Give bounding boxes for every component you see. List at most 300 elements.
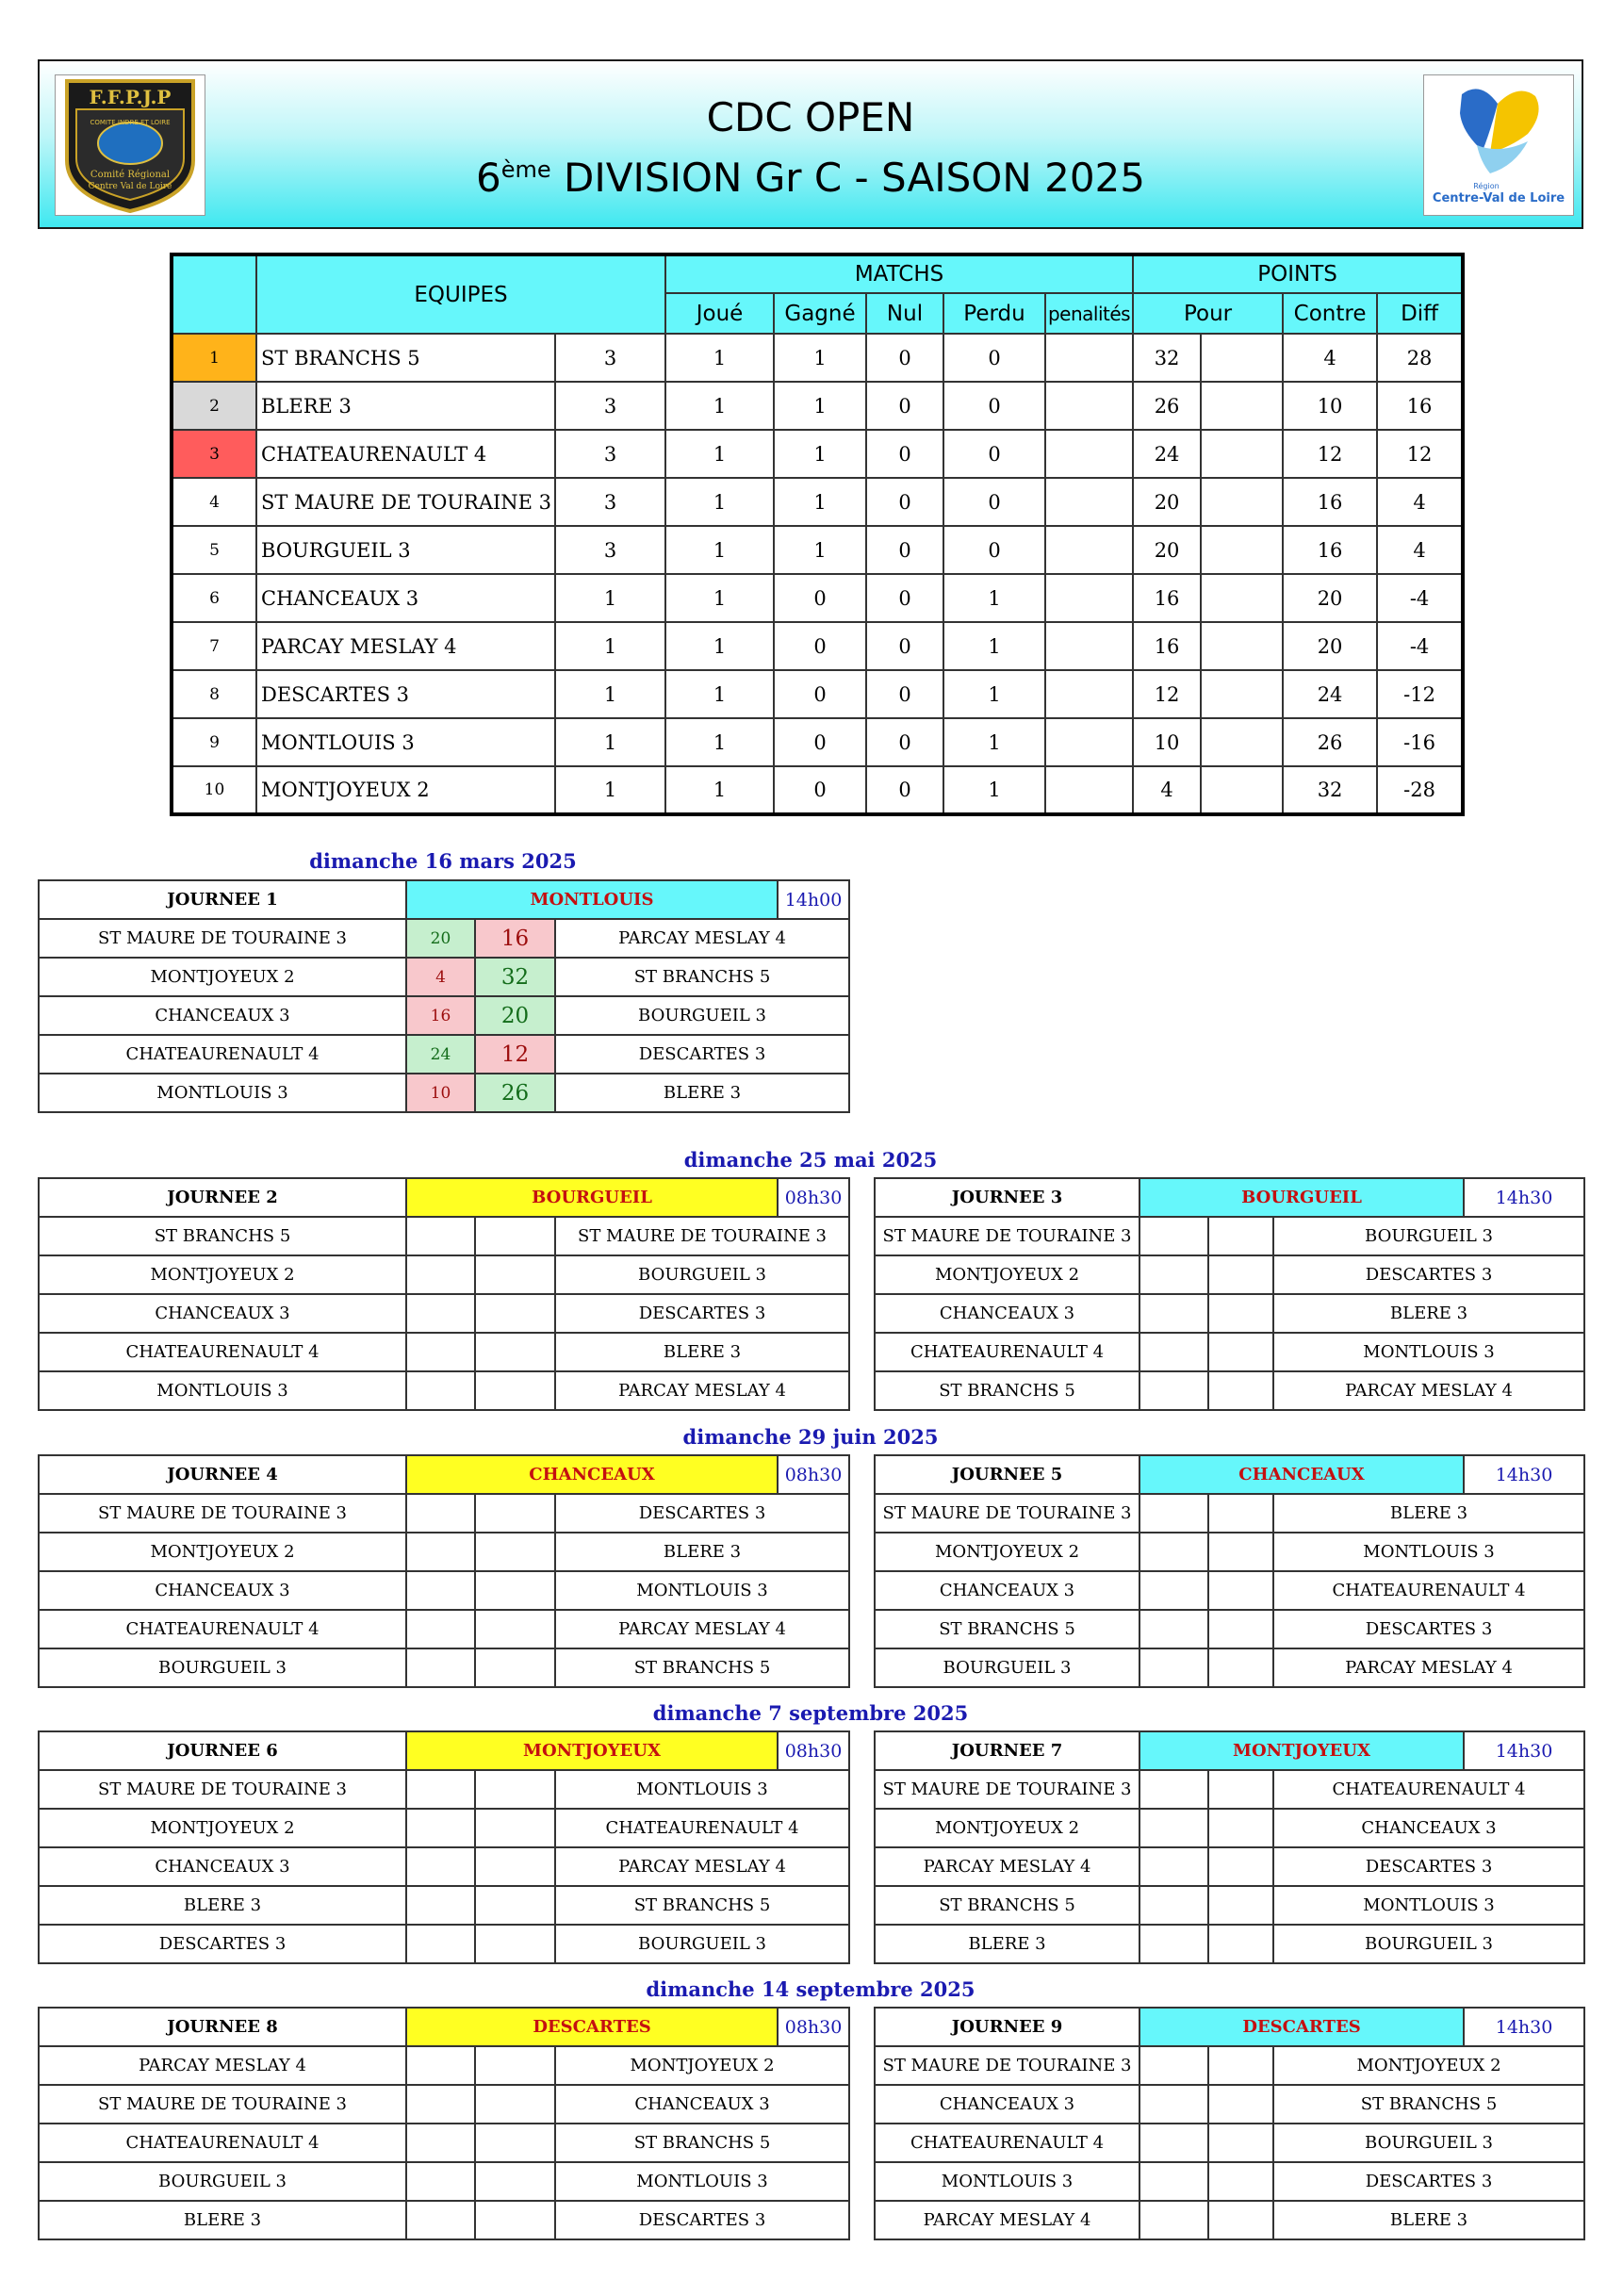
journee-1-location: MONTLOUIS	[406, 880, 778, 919]
home-score	[406, 1333, 475, 1371]
match-row	[39, 1847, 849, 1886]
away-score	[475, 1217, 555, 1255]
journee-3-hour: 14h30	[1464, 1178, 1584, 1217]
journee-6-hour: 08h30	[778, 1731, 849, 1770]
away-score	[475, 1925, 555, 1963]
match-row	[875, 1770, 1584, 1809]
away-team: BOURGUEIL 3	[1273, 1217, 1584, 1255]
away-score	[475, 1648, 555, 1687]
away-score	[1208, 1371, 1273, 1410]
home-score	[406, 1494, 475, 1533]
logo-left-title: F.F.P.J.P	[89, 86, 172, 108]
home-team: CHANCEAUX 3	[39, 996, 406, 1035]
match-row	[875, 1294, 1584, 1333]
contre-cell: 12	[1283, 430, 1377, 478]
match-row	[875, 1333, 1584, 1371]
home-team: MONTLOUIS 3	[875, 2162, 1139, 2201]
away-team: PARCAY MESLAY 4	[1273, 1648, 1584, 1687]
match-row	[39, 1770, 849, 1809]
nul-cell: 0	[866, 766, 943, 814]
away-score: 20	[475, 996, 555, 1035]
home-team: CHANCEAUX 3	[39, 1571, 406, 1610]
away-team: BLERE 3	[555, 1333, 849, 1371]
region-heart-icon	[1424, 75, 1573, 215]
home-team: BLERE 3	[39, 2201, 406, 2239]
contre-cell: 10	[1283, 382, 1377, 430]
home-team: BOURGUEIL 3	[39, 1648, 406, 1687]
home-score	[406, 1217, 475, 1255]
home-score	[1139, 2046, 1208, 2085]
blank-cell	[1201, 478, 1283, 526]
diff-cell: 12	[1377, 430, 1463, 478]
away-score: 26	[475, 1074, 555, 1112]
journee-8-table	[38, 2007, 850, 2240]
away-team: MONTJOYEUX 2	[555, 2046, 849, 2085]
home-team: MONTJOYEUX 2	[39, 1809, 406, 1847]
away-score	[1208, 2124, 1273, 2162]
date-heading-2: dimanche 25 mai 2025	[683, 1148, 938, 1172]
home-team: ST MAURE DE TOURAINE 3	[875, 1494, 1139, 1533]
perdu-cell: 0	[943, 382, 1045, 430]
home-team: ST BRANCHS 5	[875, 1371, 1139, 1410]
home-score	[406, 1294, 475, 1333]
away-team: CHATEAURENAULT 4	[1273, 1770, 1584, 1809]
home-team: MONTJOYEUX 2	[39, 1533, 406, 1571]
away-team: MONTLOUIS 3	[555, 1770, 849, 1809]
diff-cell: -12	[1377, 670, 1463, 718]
team-cell: CHANCEAUX 3	[256, 574, 555, 622]
nul-cell: 0	[866, 382, 943, 430]
away-score	[475, 1294, 555, 1333]
home-team: CHATEAURENAULT 4	[39, 1610, 406, 1648]
away-score	[1208, 1847, 1273, 1886]
away-team: BOURGUEIL 3	[555, 1255, 849, 1294]
pour-cell: 12	[1133, 670, 1201, 718]
match-row	[875, 2124, 1584, 2162]
away-score	[1208, 2201, 1273, 2239]
away-team: MONTLOUIS 3	[1273, 1533, 1584, 1571]
points-total-cell: 1	[555, 670, 665, 718]
away-score	[1208, 1809, 1273, 1847]
gagne-cell: 0	[774, 718, 866, 766]
home-score	[1139, 2085, 1208, 2124]
journee-3-title: JOURNEE 3	[875, 1178, 1139, 1217]
team-cell: PARCAY MESLAY 4	[256, 622, 555, 670]
journee-4-location: CHANCEAUX	[406, 1455, 778, 1494]
joue-cell: 1	[665, 478, 774, 526]
journee-6-table	[38, 1730, 850, 1964]
match-row	[39, 1217, 849, 1255]
match-row	[875, 2162, 1584, 2201]
away-team: BLERE 3	[1273, 2201, 1584, 2239]
match-row	[39, 1255, 849, 1294]
diff-cell: -4	[1377, 622, 1463, 670]
journee-1-table	[38, 879, 850, 1113]
rank-cell: 10	[172, 766, 256, 814]
home-score	[1139, 1533, 1208, 1571]
away-score	[1208, 1770, 1273, 1809]
home-score	[1139, 1610, 1208, 1648]
header-gagne: Gagné	[774, 293, 866, 334]
date-heading-5: dimanche 14 septembre 2025	[646, 1977, 975, 2001]
away-team: DESCARTES 3	[1273, 1255, 1584, 1294]
match-row	[39, 1925, 849, 1963]
pour-cell: 20	[1133, 526, 1201, 574]
home-team: CHANCEAUX 3	[875, 1294, 1139, 1333]
contre-cell: 20	[1283, 574, 1377, 622]
team-cell: DESCARTES 3	[256, 670, 555, 718]
home-score	[1139, 1847, 1208, 1886]
match-row	[39, 1571, 849, 1610]
gagne-cell: 0	[774, 622, 866, 670]
home-team: BOURGUEIL 3	[39, 2162, 406, 2201]
home-team: ST MAURE DE TOURAINE 3	[39, 1770, 406, 1809]
header-diff: Diff	[1377, 293, 1463, 334]
journee-5-table	[874, 1454, 1585, 1688]
match-row	[39, 1333, 849, 1371]
blank-cell	[1201, 766, 1283, 814]
home-score	[406, 1371, 475, 1410]
journee-7-table	[874, 1730, 1585, 1964]
home-team: MONTJOYEUX 2	[875, 1809, 1139, 1847]
away-team: ST BRANCHS 5	[1273, 2085, 1584, 2124]
home-team: ST BRANCHS 5	[875, 1610, 1139, 1648]
gagne-cell: 0	[774, 574, 866, 622]
title-ordinal: ème	[500, 156, 551, 183]
home-score	[406, 2085, 475, 2124]
contre-cell: 16	[1283, 478, 1377, 526]
journee-7-hour: 14h30	[1464, 1731, 1584, 1770]
joue-cell: 1	[665, 382, 774, 430]
points-total-cell: 3	[555, 478, 665, 526]
away-score	[475, 1571, 555, 1610]
header-points: POINTS	[1133, 254, 1463, 293]
home-score	[1139, 1809, 1208, 1847]
match-row	[39, 958, 849, 996]
team-cell: MONTLOUIS 3	[256, 718, 555, 766]
away-score	[475, 2162, 555, 2201]
home-score	[406, 1255, 475, 1294]
match-row	[875, 1494, 1584, 1533]
table-row	[172, 574, 1463, 622]
joue-cell: 1	[665, 430, 774, 478]
pour-cell: 32	[1133, 334, 1201, 382]
title-division-number: 6	[475, 155, 501, 201]
nul-cell: 0	[866, 334, 943, 382]
rank-cell: 3	[172, 430, 256, 478]
points-total-cell: 3	[555, 334, 665, 382]
rank-cell: 4	[172, 478, 256, 526]
gagne-cell: 0	[774, 670, 866, 718]
match-row	[39, 1294, 849, 1333]
match-row	[875, 1809, 1584, 1847]
journee-5-hour: 14h30	[1464, 1455, 1584, 1494]
away-score	[475, 2201, 555, 2239]
home-team: ST MAURE DE TOURAINE 3	[39, 919, 406, 958]
page-title	[228, 88, 1393, 208]
team-cell: BOURGUEIL 3	[256, 526, 555, 574]
header-rank	[172, 254, 256, 334]
away-score	[1208, 1294, 1273, 1333]
home-score	[1139, 2201, 1208, 2239]
nul-cell: 0	[866, 622, 943, 670]
joue-cell: 1	[665, 526, 774, 574]
match-row	[39, 2124, 849, 2162]
away-score	[475, 1770, 555, 1809]
journee-7-location: MONTJOYEUX	[1139, 1731, 1464, 1770]
penalites-cell	[1045, 574, 1133, 622]
header-equipes: EQUIPES	[256, 254, 665, 334]
pour-cell: 24	[1133, 430, 1201, 478]
blank-cell	[1201, 382, 1283, 430]
match-row	[39, 1371, 849, 1410]
contre-cell: 26	[1283, 718, 1377, 766]
title-line-2	[228, 148, 1393, 208]
points-total-cell: 1	[555, 622, 665, 670]
away-team: DESCARTES 3	[555, 1294, 849, 1333]
journee-3-table	[874, 1177, 1585, 1411]
points-total-cell: 3	[555, 526, 665, 574]
title-division-text: DIVISION Gr C - SAISON 2025	[550, 155, 1145, 201]
home-team: BLERE 3	[875, 1925, 1139, 1963]
home-score	[1139, 1925, 1208, 1963]
rank-cell: 8	[172, 670, 256, 718]
home-score	[1139, 1571, 1208, 1610]
nul-cell: 0	[866, 430, 943, 478]
rank-cell: 9	[172, 718, 256, 766]
away-team: CHATEAURENAULT 4	[1273, 1571, 1584, 1610]
journee-2-location: BOURGUEIL	[406, 1178, 778, 1217]
home-team: MONTJOYEUX 2	[39, 958, 406, 996]
home-team: ST MAURE DE TOURAINE 3	[39, 2085, 406, 2124]
home-team: CHATEAURENAULT 4	[39, 1333, 406, 1371]
away-score: 16	[475, 919, 555, 958]
journee-6-location: MONTJOYEUX	[406, 1731, 778, 1770]
diff-cell: 28	[1377, 334, 1463, 382]
diff-cell: 4	[1377, 526, 1463, 574]
away-team: ST BRANCHS 5	[555, 958, 849, 996]
perdu-cell: 1	[943, 574, 1045, 622]
journee-2-hour: 08h30	[778, 1178, 849, 1217]
home-team: CHANCEAUX 3	[875, 1571, 1139, 1610]
away-team: BOURGUEIL 3	[555, 996, 849, 1035]
away-team: MONTLOUIS 3	[555, 1571, 849, 1610]
away-score	[1208, 2162, 1273, 2201]
match-row	[875, 1571, 1584, 1610]
home-team: ST MAURE DE TOURAINE 3	[875, 1217, 1139, 1255]
away-score	[475, 1847, 555, 1886]
rank-cell: 2	[172, 382, 256, 430]
home-team: MONTLOUIS 3	[39, 1074, 406, 1112]
home-team: CHANCEAUX 3	[39, 1847, 406, 1886]
match-row	[39, 1494, 849, 1533]
home-score	[1139, 1648, 1208, 1687]
penalites-cell	[1045, 670, 1133, 718]
journee-5-title: JOURNEE 5	[875, 1455, 1139, 1494]
away-score	[1208, 1886, 1273, 1925]
points-total-cell: 1	[555, 574, 665, 622]
diff-cell: -16	[1377, 718, 1463, 766]
away-team: CHATEAURENAULT 4	[555, 1809, 849, 1847]
header-pour: Pour	[1133, 293, 1283, 334]
journee-9-location: DESCARTES	[1139, 2008, 1464, 2046]
away-score	[475, 1333, 555, 1371]
diff-cell: -28	[1377, 766, 1463, 814]
blank-cell	[1201, 670, 1283, 718]
penalites-cell	[1045, 526, 1133, 574]
match-row	[39, 1610, 849, 1648]
home-score	[406, 1648, 475, 1687]
away-team: BLERE 3	[1273, 1494, 1584, 1533]
page-header	[38, 59, 1583, 229]
away-score	[1208, 1610, 1273, 1648]
gagne-cell: 1	[774, 334, 866, 382]
home-score	[406, 1809, 475, 1847]
region-logo	[1423, 74, 1574, 216]
penalites-cell	[1045, 382, 1133, 430]
date-heading-4: dimanche 7 septembre 2025	[652, 1701, 969, 1725]
contre-cell: 20	[1283, 622, 1377, 670]
joue-cell: 1	[665, 622, 774, 670]
team-cell: CHATEAURENAULT 4	[256, 430, 555, 478]
home-team: BOURGUEIL 3	[875, 1648, 1139, 1687]
blank-cell	[1201, 574, 1283, 622]
home-score	[406, 1610, 475, 1648]
away-team: DESCARTES 3	[1273, 1610, 1584, 1648]
away-team: DESCARTES 3	[555, 2201, 849, 2239]
away-score	[1208, 1255, 1273, 1294]
home-team: PARCAY MESLAY 4	[39, 2046, 406, 2085]
home-score	[406, 1847, 475, 1886]
away-team: BLERE 3	[555, 1074, 849, 1112]
nul-cell: 0	[866, 478, 943, 526]
journee-8-hour: 08h30	[778, 2008, 849, 2046]
joue-cell: 1	[665, 766, 774, 814]
away-score	[1208, 1217, 1273, 1255]
table-row	[172, 478, 1463, 526]
standings-table	[170, 253, 1465, 816]
blank-cell	[1201, 718, 1283, 766]
pour-cell: 16	[1133, 622, 1201, 670]
header-penalites: penalités	[1045, 293, 1133, 334]
joue-cell: 1	[665, 670, 774, 718]
contre-cell: 32	[1283, 766, 1377, 814]
away-team: PARCAY MESLAY 4	[555, 1847, 849, 1886]
match-row	[875, 1648, 1584, 1687]
match-row	[875, 1925, 1584, 1963]
pour-cell: 16	[1133, 574, 1201, 622]
joue-cell: 1	[665, 718, 774, 766]
perdu-cell: 1	[943, 622, 1045, 670]
home-team: ST MAURE DE TOURAINE 3	[875, 1770, 1139, 1809]
away-score	[475, 1610, 555, 1648]
journee-4-hour: 08h30	[778, 1455, 849, 1494]
header-matchs: MATCHS	[665, 254, 1133, 293]
home-team: MONTJOYEUX 2	[39, 1255, 406, 1294]
penalites-cell	[1045, 334, 1133, 382]
logo-left-sub2: Comité Régional	[90, 170, 171, 180]
home-score	[406, 1533, 475, 1571]
table-row	[172, 526, 1463, 574]
nul-cell: 0	[866, 574, 943, 622]
away-score	[475, 1255, 555, 1294]
away-score	[475, 1494, 555, 1533]
away-team: BOURGUEIL 3	[1273, 1925, 1584, 1963]
team-cell: ST MAURE DE TOURAINE 3	[256, 478, 555, 526]
nul-cell: 0	[866, 718, 943, 766]
home-score	[1139, 2162, 1208, 2201]
home-score	[1139, 1255, 1208, 1294]
logo-left-sub1: COMITE INDRE ET LOIRE	[90, 119, 171, 126]
away-team: ST BRANCHS 5	[555, 1886, 849, 1925]
team-cell: ST BRANCHS 5	[256, 334, 555, 382]
table-row	[172, 334, 1463, 382]
rank-cell: 5	[172, 526, 256, 574]
away-team: PARCAY MESLAY 4	[1273, 1371, 1584, 1410]
away-team: DESCARTES 3	[1273, 2162, 1584, 2201]
away-team: CHANCEAUX 3	[1273, 1809, 1584, 1847]
nul-cell: 0	[866, 670, 943, 718]
rank-cell: 7	[172, 622, 256, 670]
home-score	[1139, 1294, 1208, 1333]
table-row	[172, 382, 1463, 430]
home-score	[406, 2124, 475, 2162]
journee-1-title: JOURNEE 1	[39, 880, 406, 919]
perdu-cell: 0	[943, 478, 1045, 526]
journee-5-location: CHANCEAUX	[1139, 1455, 1464, 1494]
pour-cell: 20	[1133, 478, 1201, 526]
home-team: MONTJOYEUX 2	[875, 1255, 1139, 1294]
journee-4-title: JOURNEE 4	[39, 1455, 406, 1494]
home-score: 20	[406, 919, 475, 958]
away-score	[1208, 1571, 1273, 1610]
home-team: PARCAY MESLAY 4	[875, 1847, 1139, 1886]
journee-6-title: JOURNEE 6	[39, 1731, 406, 1770]
away-score	[1208, 1533, 1273, 1571]
journee-8-title: JOURNEE 8	[39, 2008, 406, 2046]
away-score	[475, 2085, 555, 2124]
journee-9-table	[874, 2007, 1585, 2240]
away-score	[1208, 1333, 1273, 1371]
home-score	[406, 2046, 475, 2085]
away-score: 12	[475, 1035, 555, 1074]
home-score	[406, 2201, 475, 2239]
header-perdu: Perdu	[943, 293, 1045, 334]
away-team: MONTLOUIS 3	[1273, 1333, 1584, 1371]
home-score: 16	[406, 996, 475, 1035]
team-cell: MONTJOYEUX 2	[256, 766, 555, 814]
home-team: CHANCEAUX 3	[39, 1294, 406, 1333]
away-team: BLERE 3	[555, 1533, 849, 1571]
penalites-cell	[1045, 622, 1133, 670]
home-score	[1139, 1770, 1208, 1809]
perdu-cell: 1	[943, 670, 1045, 718]
perdu-cell: 0	[943, 334, 1045, 382]
blank-cell	[1201, 526, 1283, 574]
diff-cell: -4	[1377, 574, 1463, 622]
match-row	[39, 996, 849, 1035]
home-team: CHATEAURENAULT 4	[875, 1333, 1139, 1371]
match-row	[39, 1533, 849, 1571]
match-row	[39, 1648, 849, 1687]
away-team: MONTLOUIS 3	[1273, 1886, 1584, 1925]
match-row	[39, 2085, 849, 2124]
perdu-cell: 0	[943, 430, 1045, 478]
table-row	[172, 430, 1463, 478]
rank-cell: 1	[172, 334, 256, 382]
table-row	[172, 670, 1463, 718]
away-score	[1208, 2085, 1273, 2124]
